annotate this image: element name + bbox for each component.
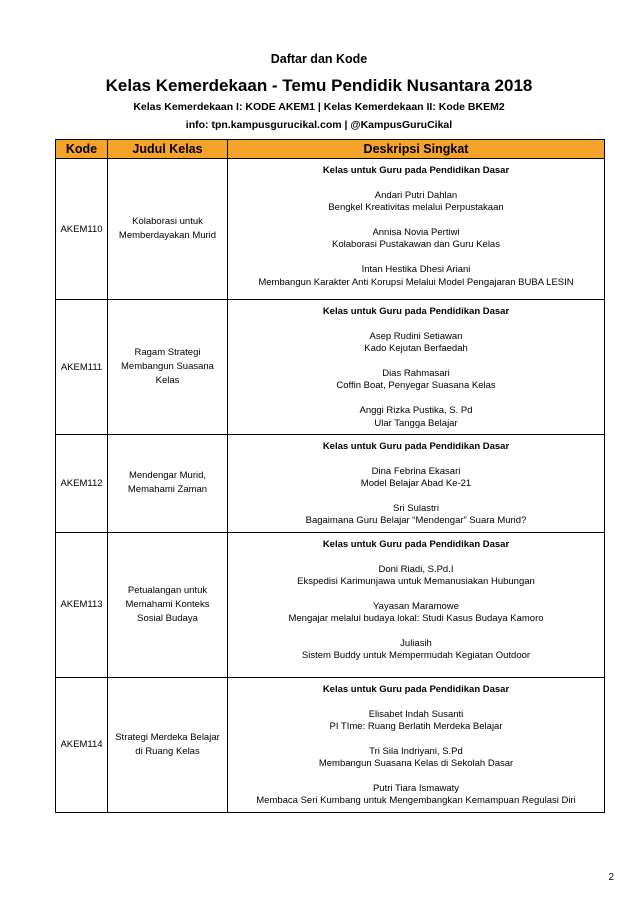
- presenter-name: Dina Febrina Ekasari: [371, 465, 461, 477]
- description-category: Kelas untuk Guru pada Pendidikan Dasar: [322, 683, 510, 695]
- description-category: Kelas untuk Guru pada Pendidikan Dasar: [322, 538, 510, 550]
- class-code: AKEM114: [56, 677, 108, 812]
- class-title-line: Kolaborasi untuk: [132, 216, 203, 227]
- presenter-name: Juliasih: [400, 638, 432, 650]
- presenter-name: Dias Rahmasari: [382, 368, 450, 379]
- class-title-line: Membangun Suasana: [121, 361, 214, 372]
- class-title: [108, 300, 228, 435]
- presentation-topic: Membaca Seri Kumbang untuk Mengembangkan Kemampuan Regulasi Diri: [256, 795, 576, 807]
- doc-subtitle: Daftar dan Kode: [270, 52, 368, 66]
- doc-title: Kelas Kemerdekaan - Temu Pendidik Nusantara 2018: [105, 76, 533, 95]
- class-title-line: Sosial Budaya: [137, 612, 198, 624]
- presentation-topic: Membangun Suasana Kelas di Sekolah Dasar: [318, 758, 514, 770]
- page-number: 2: [608, 872, 614, 883]
- class-code: AKEM113: [56, 532, 108, 677]
- column-header-description: Deskripsi Singkat: [228, 140, 605, 159]
- class-title-line: Petualangan untuk: [127, 584, 208, 596]
- presenter-name: Elisabet Indah Susanti: [368, 708, 464, 720]
- column-header-title: Judul Kelas: [108, 140, 228, 159]
- class-code: AKEM112: [56, 435, 108, 533]
- presenter-name: Putri Tiara Ismawaty: [372, 783, 460, 795]
- presenter-name: Yayasan Maramowe: [373, 600, 459, 612]
- presentation-topic: Bagaimana Guru Belajar “Mendengar” Suara Murid?: [305, 515, 527, 527]
- presenter-name: Intan Hestika Dhesi Ariani: [361, 264, 471, 276]
- class-description: [228, 677, 605, 812]
- class-title: [108, 159, 228, 300]
- description-category: Kelas untuk Guru pada Pendidikan Dasar: [322, 306, 510, 317]
- class-table: [55, 139, 605, 813]
- table-row: [56, 159, 605, 300]
- table-row: [56, 677, 605, 812]
- table-row: [56, 435, 605, 533]
- presentation-topic: Sistem Buddy untuk Mempermudah Kegiatan Outdoor: [301, 650, 531, 662]
- class-title-line: Kelas: [155, 375, 180, 386]
- description-category: Kelas untuk Guru pada Pendidikan Dasar: [322, 441, 510, 453]
- class-title-line: Strategi Merdeka Belajar: [115, 731, 220, 743]
- presentation-topic: Model Belajar Abad Ke-21: [360, 478, 472, 490]
- table-row: [56, 300, 605, 435]
- presentation-topic: Kado Kejutan Berfaedah: [364, 343, 468, 355]
- class-title-line: Mendengar Murid,: [128, 470, 207, 482]
- class-description: [228, 159, 605, 300]
- presentation-topic: Ekspedisi Karimunjawa untuk Memanusiakan Hubungan: [297, 576, 535, 588]
- class-title: [108, 435, 228, 533]
- class-title: [108, 677, 228, 812]
- column-header-code: Kode: [56, 140, 108, 159]
- class-title: [108, 532, 228, 677]
- presenter-name: Asep Rudini Setiawan: [369, 330, 463, 342]
- presentation-topic: Membangun Karakter Anti Korupsi Melalui Model Pengajaran BUBA LESIN: [258, 276, 574, 288]
- presenter-name: Doni Riadi, S.Pd.I: [378, 563, 454, 575]
- presenter-name: Andari Putri Dahlan: [374, 189, 458, 201]
- table-header-row: [56, 140, 605, 159]
- presentation-topic: Ular Tangga Belajar: [374, 417, 458, 429]
- class-code: AKEM111: [56, 300, 108, 435]
- class-title-line: Memahami Zaman: [127, 484, 208, 496]
- class-description: [228, 532, 605, 677]
- description-category: Kelas untuk Guru pada Pendidikan Dasar: [322, 165, 510, 176]
- class-description: [228, 300, 605, 435]
- presenter-name: Tri Sila Indriyani, S.Pd: [369, 745, 463, 757]
- presentation-topic: Coffin Boat, Penyegar Suasana Kelas: [336, 380, 496, 392]
- class-title-line: Memberdayakan Murid: [118, 230, 217, 241]
- class-title-line: Ragam Strategi: [134, 347, 201, 358]
- class-description: [228, 435, 605, 533]
- doc-code-info: Kelas Kemerdekaan I: KODE AKEM1 | Kelas Kemerdekaan II: Kode BKEM2: [133, 101, 505, 113]
- class-title-line: Memahami Konteks: [125, 598, 210, 610]
- class-code: AKEM110: [56, 159, 108, 300]
- presentation-topic: PI TIme: Ruang Berlatih Merdeka Belajar: [329, 721, 503, 733]
- presenter-name: Sri Sulastri: [393, 503, 439, 515]
- doc-contact-info: info: tpn.kampusgurucikal.com | @KampusGuruCikal: [185, 119, 453, 131]
- presenter-name: Annisa Novia Pertiwi: [372, 227, 460, 238]
- class-title-line: di Ruang Kelas: [135, 745, 200, 757]
- presentation-topic: Bengkel Kreativitas melalui Perpustakaan: [328, 202, 504, 214]
- presentation-topic: Mengajar melalui budaya lokal: Studi Kasus Budaya Kamoro: [288, 613, 544, 625]
- presentation-topic: Kolaborasi Pustakawan dan Guru Kelas: [332, 239, 500, 251]
- table-row: [56, 532, 605, 677]
- presenter-name: Anggi Rizka Pustika, S. Pd: [359, 405, 473, 417]
